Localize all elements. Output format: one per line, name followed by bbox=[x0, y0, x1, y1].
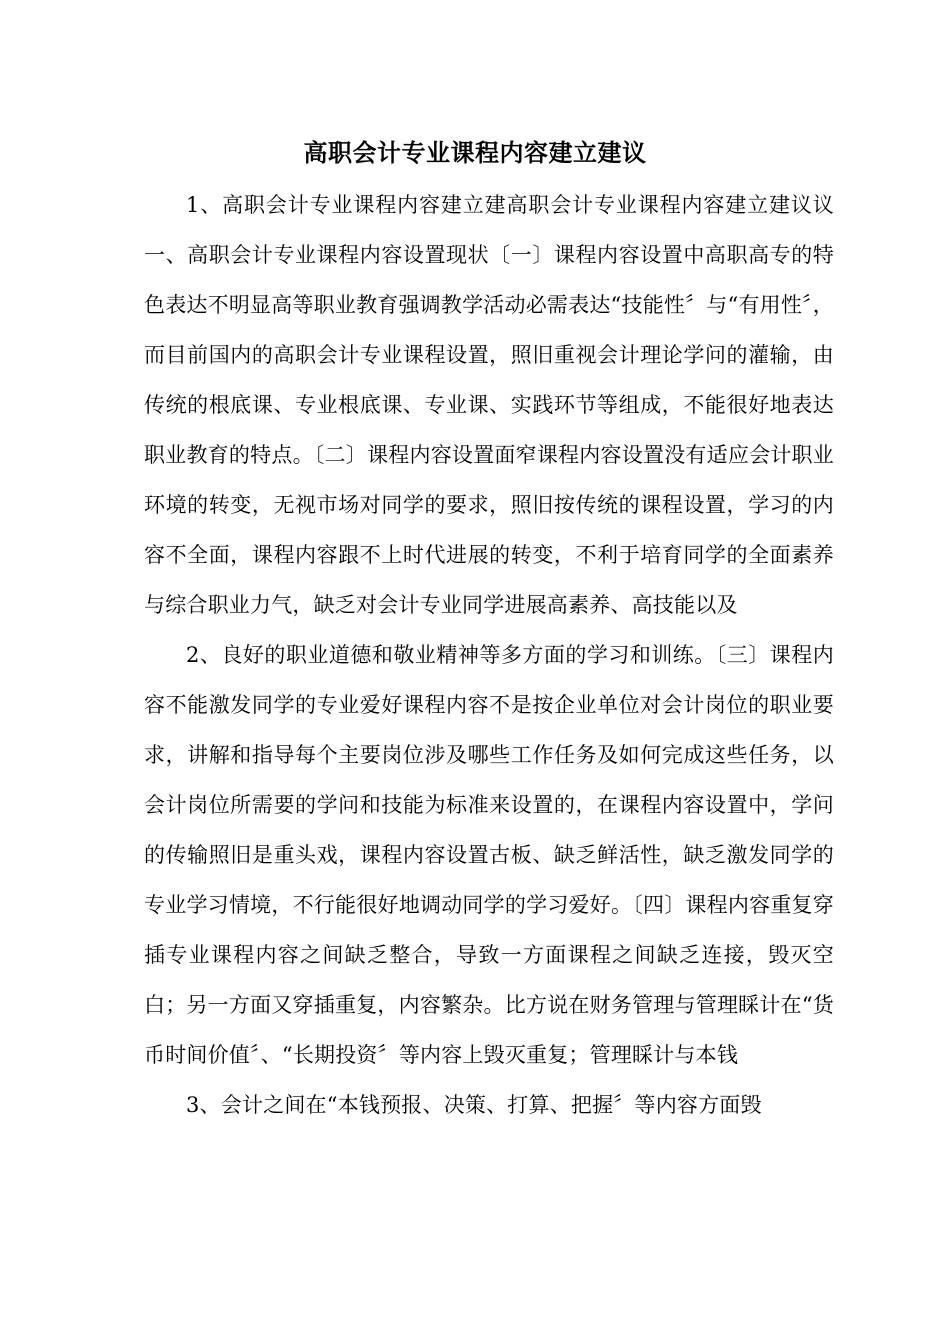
paragraph-2: 2、良好的职业道德和敬业精神等多方面的学习和训练。〔三〕课程内容不能激发同学的专业爱好课程内容不是按企业单位对会计岗位的职业要求，讲解和指导每个主要岗位涉及哪些工作任务及如何完成这些任务，以会计岗位所需要的学问和技能为标准来设置的，在课程内容设置中，学问的传输照旧是重头戏，课程内容设置古板、缺乏鲜活性，缺乏激发同学的专业学习情境，不行能很好地调动同学的学习爱好。〔四〕课程内容重复穿插专业课程内容之间缺乏整合，导致一方面课程之间缺乏连接，毁灭空白；另一方面又穿插重复，内容繁杂。比方说在财务管理与管理睬计在“货币时间价值〞、“长期投资〞等内容上毁灭重复；管理睬计与本钱 bbox=[144, 643, 834, 1067]
paragraph-1: 1、高职会计专业课程内容建立建高职会计专业课程内容建立建议议一、高职会计专业课程内容设置现状〔一〕课程内容设置中高职高专的特色表达不明显高等职业教育强调教学活动必需表达“技能性〞与“有用性〞，而目前国内的高职会计专业课程设置，照旧重视会计理论学问的灌输，由传统的根底课、专业根底课、专业课、实践环节等组成，不能很好地表达职业教育的特点。〔二〕课程内容设置面窄课程内容设置没有适应会计职业环境的转变，无视市场对同学的要求，照旧按传统的课程设置，学习的内容不全面，课程内容跟不上时代进展的转变，不利于培育同学的全面素养与综合职业力气，缺乏对会计专业同学进展高素养、高技能以及 bbox=[144, 193, 834, 617]
document-title: 高职会计专业课程内容建立建议 bbox=[303, 138, 647, 167]
document-body bbox=[144, 180, 834, 1130]
paragraph-3: 3、会计之间在“本钱预报、决策、打算、把握〞等内容方面毁 bbox=[186, 1093, 762, 1117]
